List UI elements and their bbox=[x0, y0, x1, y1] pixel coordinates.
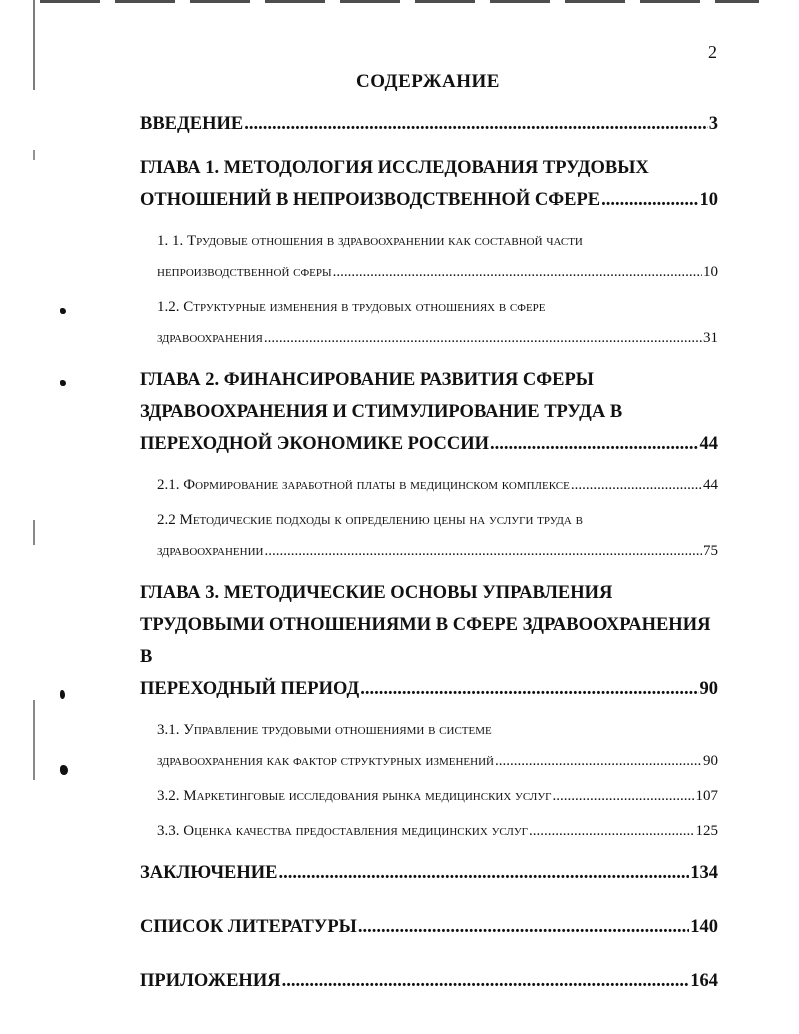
toc-entry-section-3-2[interactable] bbox=[140, 781, 718, 812]
toc-entry-section-1-2[interactable] bbox=[140, 292, 718, 354]
page-number: 2 bbox=[708, 42, 717, 62]
toc-leader-dots bbox=[601, 184, 698, 216]
toc-leader-dots bbox=[529, 816, 694, 847]
toc-leader-dots bbox=[490, 428, 699, 460]
toc-entry-section-3-3[interactable] bbox=[140, 816, 718, 847]
toc-label: ЗДРАВООХРАНЕНИЯ И СТИМУЛИРОВАНИЕ ТРУДА В bbox=[140, 402, 623, 422]
toc-entry-appendix[interactable] bbox=[140, 965, 718, 997]
toc-leader-dots bbox=[279, 857, 690, 889]
toc-leader-dots bbox=[282, 965, 690, 997]
scan-blot bbox=[60, 308, 66, 314]
toc-leader-dots bbox=[244, 108, 708, 140]
toc-page-number: 10 bbox=[703, 264, 718, 280]
scan-blot bbox=[60, 690, 65, 699]
toc-label: здравоохранения bbox=[157, 330, 263, 346]
toc-page-number: 125 bbox=[695, 823, 718, 839]
toc-label: 2.2 Методические подходы к определению цены на услуги труда в bbox=[157, 512, 583, 528]
document-title: СОДЕРЖАНИЕ bbox=[356, 71, 500, 92]
toc-page-number: 140 bbox=[690, 917, 718, 937]
toc-page-number: 164 bbox=[690, 971, 718, 991]
toc-page-number: 90 bbox=[699, 679, 718, 699]
toc-entry-chapter-3[interactable] bbox=[140, 577, 718, 705]
toc-entry-section-2-1[interactable] bbox=[140, 470, 718, 501]
toc-entry-conclusion[interactable] bbox=[140, 857, 718, 889]
toc-page-number: 107 bbox=[695, 788, 718, 804]
toc-label: здравоохранения как фактор структурных изменений bbox=[157, 753, 494, 769]
toc-page-number: 75 bbox=[703, 543, 718, 559]
toc-label: 3.3. Оценка качества предоставления медицинских услуг bbox=[157, 823, 529, 839]
toc-label: 3.1. Управление трудовыми отношениями в системе bbox=[157, 722, 492, 738]
scan-artifact-top bbox=[40, 0, 759, 3]
toc-label: ОТНОШЕНИЙ В НЕПРОИЗВОДСТВЕННОЙ СФЕРЕ bbox=[140, 190, 601, 210]
toc-entry-section-2-2[interactable] bbox=[140, 505, 718, 567]
toc-page-number: 10 bbox=[699, 190, 718, 210]
toc-label: 1.2. Структурные изменения в трудовых отношениях в сфере bbox=[157, 299, 546, 315]
toc-page-number: 90 bbox=[703, 753, 718, 769]
toc-label: ЗАКЛЮЧЕНИЕ bbox=[140, 863, 278, 883]
toc-label: здравоохранении bbox=[157, 543, 264, 559]
toc-label: ПРИЛОЖЕНИЯ bbox=[140, 971, 281, 991]
toc-entry-chapter-2[interactable] bbox=[140, 364, 718, 460]
toc-label: 3.2. Маркетинговые исследования рынка медицинских услуг bbox=[157, 788, 552, 804]
toc-entry-chapter-1[interactable] bbox=[140, 152, 718, 216]
toc-label: ВВЕДЕНИЕ bbox=[140, 114, 244, 134]
toc-label: СПИСОК ЛИТЕРАТУРЫ bbox=[140, 917, 357, 937]
toc-label: ПЕРЕХОДНЫЙ ПЕРИОД bbox=[140, 679, 360, 699]
toc-label: ТРУДОВЫМИ ОТНОШЕНИЯМИ В СФЕРЕ ЗДРАВООХРАНЕНИЯ В bbox=[140, 615, 711, 667]
toc-label: ГЛАВА 2. ФИНАНСИРОВАНИЕ РАЗВИТИЯ СФЕРЫ bbox=[140, 370, 594, 390]
toc-entry-section-3-1[interactable] bbox=[140, 715, 718, 777]
toc-page-number: 3 bbox=[708, 114, 718, 134]
toc-leader-dots bbox=[571, 470, 702, 501]
toc-leader-dots bbox=[358, 911, 689, 943]
scan-artifact-left-edge bbox=[33, 0, 35, 1034]
toc-leader-dots bbox=[264, 536, 702, 567]
scan-blot bbox=[60, 765, 68, 775]
table-of-contents bbox=[140, 108, 718, 997]
toc-page-number: 44 bbox=[699, 434, 718, 454]
toc-label: ПЕРЕХОДНОЙ ЭКОНОМИКЕ РОССИИ bbox=[140, 434, 489, 454]
toc-label: ГЛАВА 3. МЕТОДИЧЕСКИЕ ОСНОВЫ УПРАВЛЕНИЯ bbox=[140, 583, 613, 603]
toc-leader-dots bbox=[495, 746, 702, 777]
toc-entry-intro[interactable] bbox=[140, 108, 718, 140]
scan-blot bbox=[60, 380, 66, 386]
toc-label: 1. 1. Трудовые отношения в здравоохранении как составной части bbox=[157, 233, 583, 249]
toc-label: 2.1. Формирование заработной платы в медицинском комплексе bbox=[157, 477, 570, 493]
toc-entry-section-1-1[interactable] bbox=[140, 226, 718, 288]
toc-page-number: 134 bbox=[690, 863, 718, 883]
toc-leader-dots bbox=[333, 257, 702, 288]
toc-label: ГЛАВА 1. МЕТОДОЛОГИЯ ИССЛЕДОВАНИЯ ТРУДОВЫХ bbox=[140, 158, 649, 178]
toc-label: непроизводственной сферы bbox=[157, 264, 332, 280]
toc-page-number: 44 bbox=[703, 477, 718, 493]
toc-entry-references[interactable] bbox=[140, 911, 718, 943]
toc-leader-dots bbox=[553, 781, 695, 812]
toc-leader-dots bbox=[360, 673, 698, 705]
toc-page-number: 31 bbox=[703, 330, 718, 346]
toc-leader-dots bbox=[264, 323, 702, 354]
